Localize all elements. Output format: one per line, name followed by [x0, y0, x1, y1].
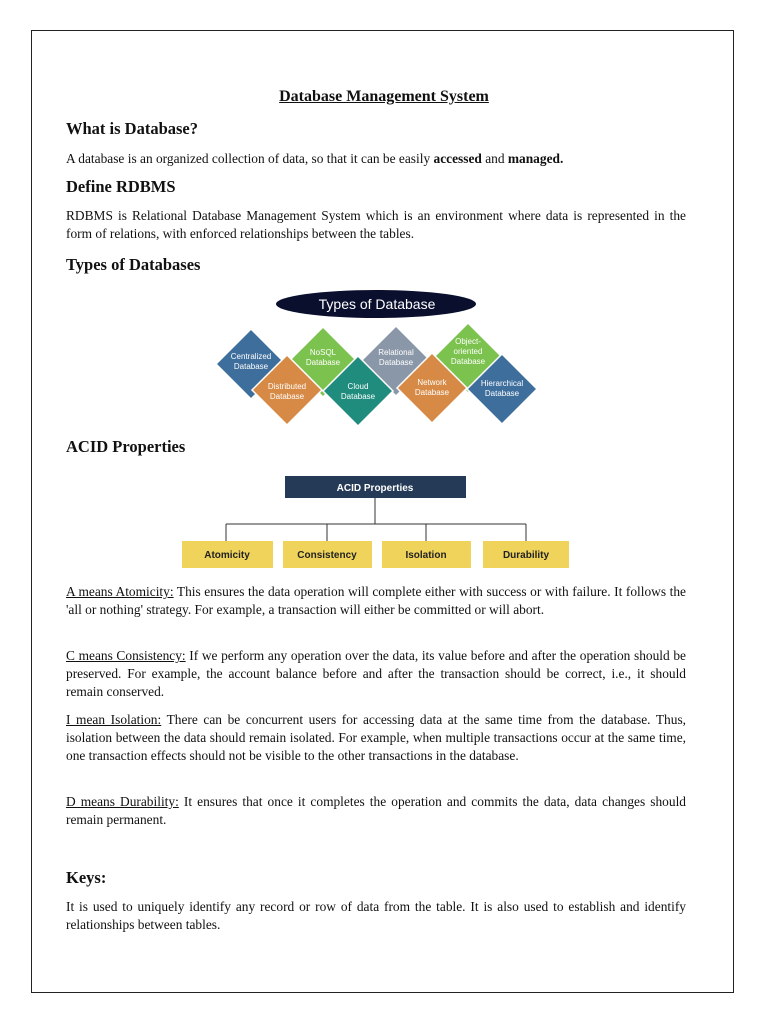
svg-text:oriented: oriented: [453, 347, 483, 356]
svg-text:Database: Database: [269, 392, 305, 401]
paragraph-rdbms: RDBMS is Relational Database Management System which is an environment where data is represented in the form of relations, with enforced relationships between the tables.: [66, 208, 686, 241]
paragraph-durability: D means Durability: It ensures that once it completes the operation and commits the data, data changes should remain permanent.: [66, 794, 686, 827]
heading-types-of-databases: Types of Databases: [66, 255, 201, 274]
svg-text:Database: Database: [378, 358, 414, 367]
paragraph-atomicity: A means Atomicity: This ensures the data operation will complete either with success or with failure. It follows the 'all or nothing' strategy. For example, a transaction will either be committed or will abort.: [66, 584, 686, 617]
heading-define-rdbms: Define RDBMS: [66, 177, 176, 196]
svg-text:Object-: Object-: [455, 337, 481, 346]
svg-text:Durability: Durability: [502, 550, 550, 561]
svg-text:Consistency: Consistency: [297, 550, 357, 561]
heading-keys: Keys:: [66, 868, 107, 887]
svg-text:Centralized: Centralized: [230, 352, 272, 361]
svg-text:Relational: Relational: [378, 348, 414, 357]
diagram-title-text: Types of Database: [318, 296, 436, 312]
paragraph-keys: It is used to uniquely identify any record or row of data from the table. It is also used to establish and identify relationships between tables.: [66, 899, 686, 932]
label-atomicity: A means Atomicity:: [66, 584, 174, 599]
acid-root-label: ACID Properties: [336, 483, 414, 494]
svg-text:Network: Network: [417, 378, 447, 387]
paragraph-consistency: C means Consistency: If we perform any operation over the data, its value before and after the operation should be preserved. For example, the account balance before and after the transaction should be correct, i.e., it should remain conserved.: [66, 648, 686, 699]
heading-acid-properties: ACID Properties: [66, 437, 186, 456]
svg-text:Database: Database: [340, 392, 376, 401]
paragraph-what-is-database: A database is an organized collection of data, so that it can be easily accessed and managed.: [66, 151, 564, 166]
document-title: Database Management System: [279, 88, 489, 105]
label-isolation: I mean Isolation:: [66, 712, 162, 727]
label-consistency: C means Consistency:: [66, 648, 186, 663]
svg-text:Database: Database: [484, 389, 520, 398]
heading-what-is-database: What is Database?: [66, 119, 199, 138]
svg-text:Database: Database: [233, 362, 269, 371]
svg-text:Isolation: Isolation: [405, 550, 447, 561]
svg-text:Database: Database: [305, 358, 341, 367]
svg-text:Atomicity: Atomicity: [204, 550, 250, 561]
bold-managed: managed.: [507, 151, 564, 166]
svg-text:Database: Database: [414, 388, 450, 397]
svg-text:NoSQL: NoSQL: [309, 348, 337, 357]
acid-diagram: [182, 476, 569, 568]
bold-accessed: accessed: [433, 151, 482, 166]
label-durability: D means Durability:: [66, 794, 179, 809]
svg-text:Database: Database: [450, 357, 486, 366]
svg-text:Hierarchical: Hierarchical: [480, 379, 524, 388]
svg-text:Distributed: Distributed: [267, 382, 307, 391]
svg-text:Cloud: Cloud: [347, 382, 369, 391]
paragraph-isolation: I mean Isolation: There can be concurrent users for accessing data at the same time from the database. Thus, isolation between the data should remain isolated. For example, when multiple transactions occur at the same time, one transaction effects should not be visible to the other transactions in the database.: [66, 712, 687, 763]
